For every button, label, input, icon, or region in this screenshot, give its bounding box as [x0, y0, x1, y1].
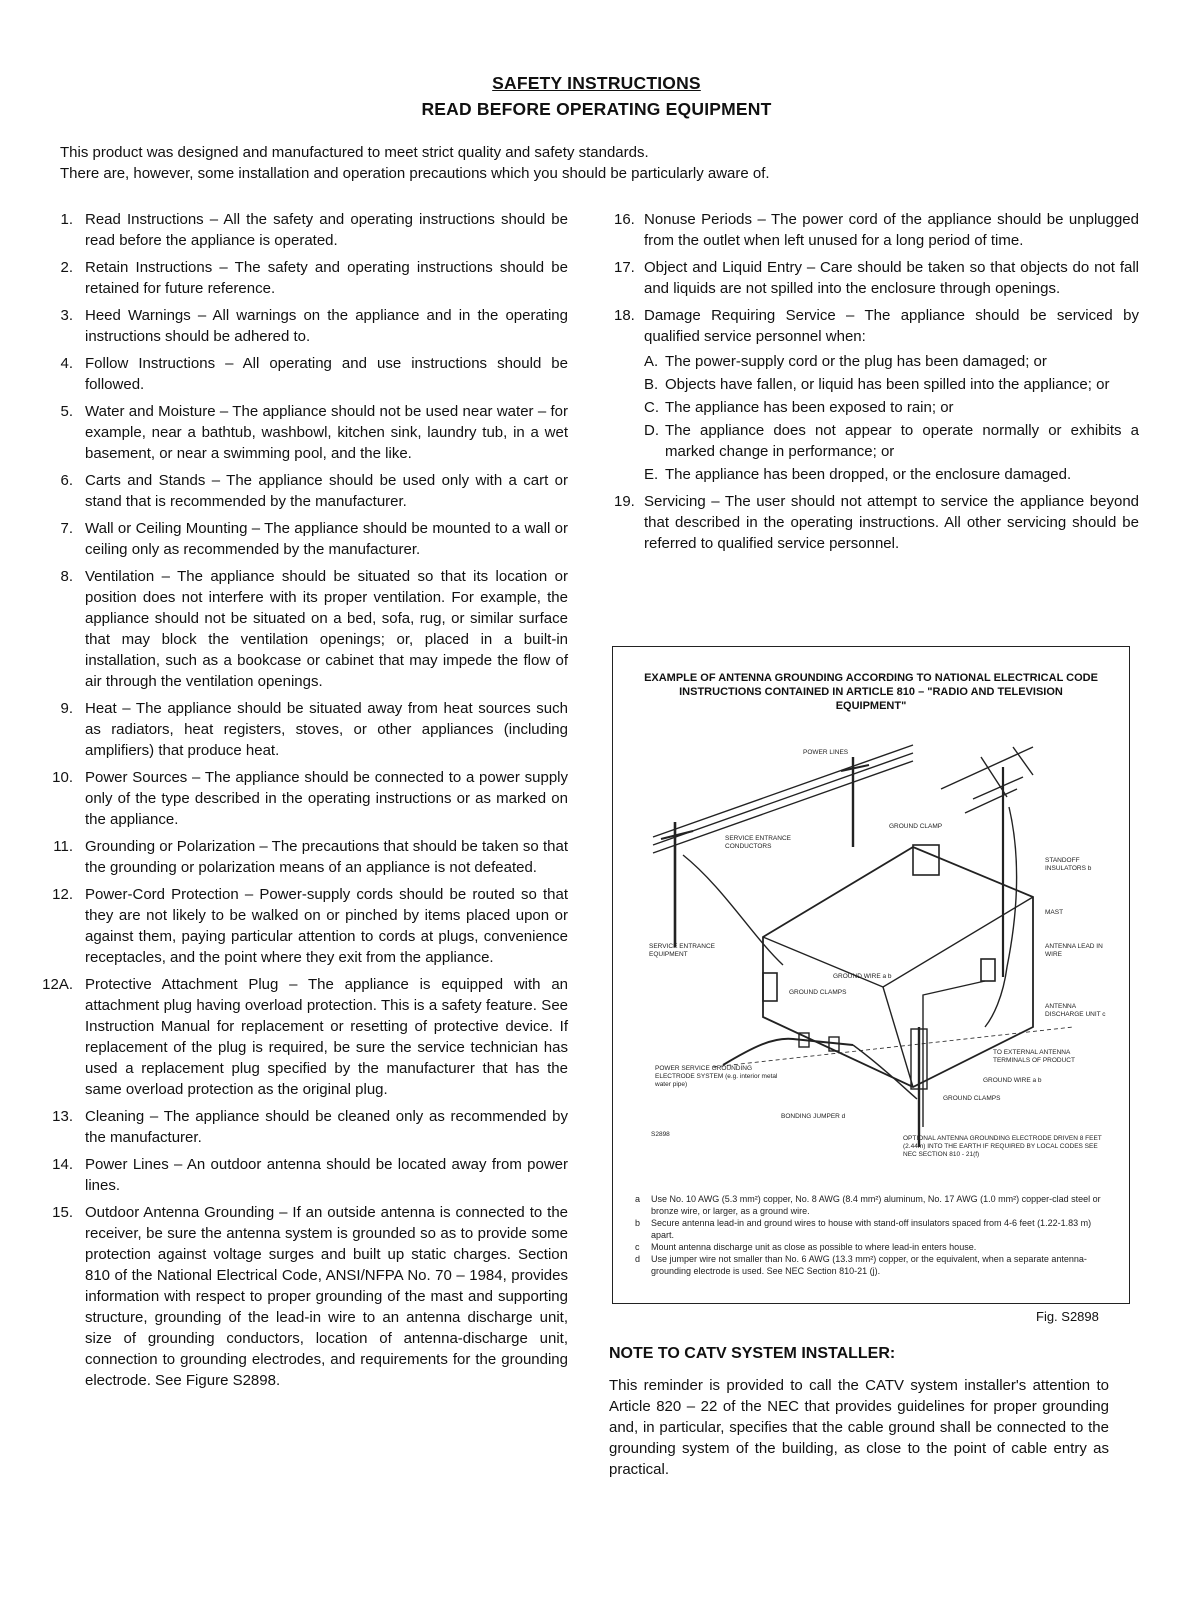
- list-item: [25, 470, 568, 512]
- item-number: 3.: [60, 307, 73, 324]
- item-text: Damage Requiring Service – The appliance should be serviced by qualified service personnel when:: [644, 307, 1139, 345]
- figure-id: Fig. S2898: [1036, 1309, 1099, 1324]
- item-text: Carts and Stands – The appliance should be used only with a cart or stand that is recommended by the manufacturer.: [85, 472, 568, 510]
- item-text: Heed Warnings – All warnings on the appliance and in the operating instructions should be adhered to.: [85, 307, 568, 345]
- label-standoff-insulators: STANDOFF INSULATORS b: [1045, 857, 1092, 872]
- sub-list: [644, 351, 1139, 485]
- ground-wire: [923, 981, 985, 1127]
- label-antenna-lead-in-wire: ANTENNA LEAD IN WIRE: [1045, 943, 1103, 958]
- item-text: Read Instructions – All the safety and operating instructions should be read before the appliance is operated.: [85, 211, 568, 249]
- note-letter: d: [635, 1254, 641, 1264]
- list-item: [25, 974, 568, 1100]
- discharge-unit: [981, 959, 995, 981]
- item-text: Nonuse Periods – The power cord of the appliance should be unplugged from the outlet when left unused for a long period of time.: [644, 211, 1139, 249]
- list-item: [614, 305, 1139, 485]
- sub-item: [644, 464, 1139, 485]
- label-ground-clamp: GROUND CLAMP: [889, 823, 943, 830]
- label-mast: MAST: [1045, 909, 1064, 916]
- item-number: 14.: [52, 1156, 73, 1173]
- sub-item: [644, 351, 1139, 372]
- sub-letter: B.: [644, 376, 659, 393]
- label-optional-electrode: OPTIONAL ANTENNA GROUNDING ELECTRODE DRIVEN 8 FEET (2.44m) INTO THE EARTH IF REQUIRED BY LOCAL CODES SEE NEC SECTION 810 - 21(f): [903, 1135, 1102, 1158]
- item-text: Protective Attachment Plug – The appliance is equipped with an attachment plug having overload protection. This is a safety feature. See Instruction Manual for replacement or resetting of protective device. If replacement of the plug is required, be sure the service technician has used a replacement plug specified by the manufacturer that has the same overload protection as the original plug.: [85, 976, 568, 1098]
- left-column: [25, 209, 568, 1397]
- item-text: Object and Liquid Entry – Care should be taken so that objects do not fall and liquids are not spilled into the enclosure through openings.: [644, 259, 1139, 297]
- item-text: Wall or Ceiling Mounting – The appliance should be mounted to a wall or ceiling only as recommended by the manufacturer.: [85, 520, 568, 558]
- sub-text: The appliance has been exposed to rain; or: [665, 399, 954, 416]
- item-text: Grounding or Polarization – The precautions that should be taken so that the grounding or polarization means of an appliance is not defeated.: [85, 838, 568, 876]
- list-item: [614, 491, 1139, 554]
- service-entrance-box: [763, 973, 777, 1001]
- figure-caption: EXAMPLE OF ANTENNA GROUNDING ACCORDING TO NATIONAL ELECTRICAL CODE INSTRUCTIONS CONTAINED IN ARTICLE 810 – "RADIO AND TELEVISION EQUIPMENT": [644, 672, 1098, 712]
- list-item: [25, 1154, 568, 1196]
- list-item: [25, 257, 568, 299]
- intro-paragraph: [60, 142, 1140, 184]
- list-item: [614, 257, 1139, 299]
- catv-note-body: This reminder is provided to call the CATV system installer's attention to Article 820 – 22 of the NEC that provides guidelines for proper grounding and, in particular, specifies that the cable ground shall be connected to the grounding system of the building, as close to the point of cable entry as practical.: [609, 1377, 1109, 1478]
- list-item: [25, 1106, 568, 1148]
- sub-text: Objects have fallen, or liquid has been spilled into the appliance; or: [665, 376, 1110, 393]
- item-number: 10.: [52, 769, 73, 786]
- title-block: [0, 70, 1193, 122]
- label-to-external-antenna: TO EXTERNAL ANTENNA TERMINALS OF PRODUCT: [993, 1049, 1075, 1064]
- label-ground-wire: GROUND WIRE a b: [833, 973, 892, 980]
- note-letter: b: [635, 1218, 641, 1228]
- figure-note: [633, 1241, 1113, 1253]
- list-item: [25, 767, 568, 830]
- item-text: Power Sources – The appliance should be connected to a power supply only of the type described in the operating instructions or as marked on the appliance.: [85, 769, 568, 828]
- note-text: Secure antenna lead-in and ground wires to house with stand-off insulators spaced from 4-6 feet (1.22-1.83 m) apart.: [651, 1218, 1092, 1240]
- figure-note: [633, 1193, 1113, 1217]
- sub-text: The appliance has been dropped, or the enclosure damaged.: [665, 466, 1072, 483]
- item-number: 4.: [60, 355, 73, 372]
- item-number: 7.: [60, 520, 73, 537]
- sub-text: The appliance does not appear to operate normally or exhibits a marked change in performance; or: [665, 422, 1139, 460]
- note-text: Use No. 10 AWG (5.3 mm²) copper, No. 8 AWG (8.4 mm²) aluminum, No. 17 AWG (1.0 mm²) copper-clad steel or bronze wire, or larger, as a ground wire.: [651, 1194, 1101, 1216]
- label-antenna-discharge-unit: ANTENNA DISCHARGE UNIT c: [1045, 1003, 1106, 1018]
- list-item: [614, 209, 1139, 251]
- label-ground-clamps-2: GROUND CLAMPS: [943, 1095, 1001, 1102]
- item-number: 17.: [614, 259, 635, 276]
- item-text: Outdoor Antenna Grounding – If an outside antenna is connected to the receiver, be sure the antenna system is grounded so as to provide some protection against voltage surges and built up static charges. Section 810 of the National Electrical Code, ANSI/NFPA No. 70 – 1984, provides information with respect to proper grounding of the mast and supporting structure, grounding of the lead-in wire to an antenna discharge unit, size of grounding conductors, location of antenna-discharge unit, connection to grounding electrodes, and requirements for the grounding electrode. See Figure S2898.: [85, 1204, 568, 1389]
- item-text: Retain Instructions – The safety and operating instructions should be retained for future reference.: [85, 259, 568, 297]
- label-bonding-jumper: BONDING JUMPER d: [781, 1113, 846, 1120]
- bonding-jumper: [853, 1045, 917, 1099]
- note-letter: a: [635, 1194, 641, 1204]
- intro-line: This product was designed and manufactured to meet strict quality and safety standards.: [60, 144, 649, 161]
- sub-letter: D.: [644, 422, 659, 439]
- power-line: [653, 745, 913, 837]
- page-subtitle: READ BEFORE OPERATING EQUIPMENT: [421, 99, 772, 119]
- antenna-element: [941, 747, 1033, 789]
- item-number: 5.: [60, 403, 73, 420]
- page-title: SAFETY INSTRUCTIONS: [492, 73, 701, 93]
- label-diagram-id: S2898: [651, 1131, 670, 1138]
- list-item: [25, 305, 568, 347]
- item-number: 15.: [52, 1204, 73, 1221]
- item-text: Power Lines – An outdoor antenna should be located away from power lines.: [85, 1156, 568, 1194]
- label-service-entrance-equipment: SERVICE ENTRANCE EQUIPMENT: [649, 943, 715, 958]
- item-number: 12A.: [42, 976, 73, 993]
- antenna-grounding-figure: [612, 646, 1130, 1304]
- item-number: 6.: [60, 472, 73, 489]
- label-ground-clamps: GROUND CLAMPS: [789, 989, 847, 996]
- label-power-service-grounding: POWER SERVICE GROUNDING ELECTRODE SYSTEM (e.g. interior metal water pipe): [655, 1065, 778, 1088]
- figure-note: [633, 1253, 1113, 1277]
- water-pipe: [723, 1039, 853, 1065]
- item-number: 8.: [60, 568, 73, 585]
- item-text: Water and Moisture – The appliance should not be used near water – for example, near a bathtub, washbowl, kitchen sink, laundry tub, in a wet basement, or near a swimming pool, and the like.: [85, 403, 568, 462]
- item-number: 16.: [614, 211, 635, 228]
- figure-notes: [633, 1193, 1113, 1277]
- list-item: [25, 401, 568, 464]
- antenna-element: [965, 747, 1033, 813]
- intro-line: There are, however, some installation and operation precautions which you should be particularly aware of.: [60, 165, 770, 182]
- item-text: Heat – The appliance should be situated away from heat sources such as radiators, heat registers, stoves, or other appliances (including amplifiers) that produce heat.: [85, 700, 568, 759]
- item-number: 9.: [60, 700, 73, 717]
- sub-text: The power-supply cord or the plug has been damaged; or: [665, 353, 1047, 370]
- item-number: 18.: [614, 307, 635, 324]
- sub-item: [644, 397, 1139, 418]
- right-column: [614, 209, 1139, 560]
- item-number: 13.: [52, 1108, 73, 1125]
- list-item: [25, 698, 568, 761]
- sub-letter: A.: [644, 353, 659, 370]
- list-item: [25, 209, 568, 251]
- item-number: 19.: [614, 493, 635, 510]
- list-item: [25, 884, 568, 968]
- sub-letter: E.: [644, 466, 659, 483]
- roof-ridge: [763, 897, 1033, 987]
- note-text: Use jumper wire not smaller than No. 6 AWG (13.3 mm²) copper, or the equivalent, when a separate antenna-grounding electrode is used. See NEC Section 810-21 (j).: [651, 1254, 1087, 1276]
- item-number: 12.: [52, 886, 73, 903]
- label-service-entrance-conductors: SERVICE ENTRANCE CONDUCTORS: [725, 835, 791, 850]
- item-text: Ventilation – The appliance should be situated so that its location or position does not interfere with its proper ventilation. For example, the appliance should not be situated on a bed, sofa, rug, or similar surface that may block the ventilation openings; or, placed in a built-in installation, such as a bookcase or cabinet that may impede the flow of air through the ventilation openings.: [85, 568, 568, 690]
- sub-item: [644, 374, 1139, 395]
- item-text: Cleaning – The appliance should be cleaned only as recommended by the manufacturer.: [85, 1108, 568, 1146]
- list-item: [25, 353, 568, 395]
- catv-note-heading: NOTE TO CATV SYSTEM INSTALLER:: [609, 1345, 896, 1362]
- item-text: Servicing – The user should not attempt to service the appliance beyond that described in the operating instructions. All other servicing should be referred to qualified service personnel.: [644, 493, 1139, 552]
- list-item: [25, 836, 568, 878]
- item-text: Power-Cord Protection – Power-supply cords should be routed so that they are not likely to be walked on or pinched by items placed upon or against them, paying particular attention to cords at plugs, convenience receptacles, and the point where they exit from the appliance.: [85, 886, 568, 966]
- note-text: Mount antenna discharge unit as close as possible to where lead-in enters house.: [651, 1242, 977, 1252]
- label-power-lines: POWER LINES: [803, 749, 849, 756]
- list-item: [25, 518, 568, 560]
- list-item: [25, 566, 568, 692]
- note-letter: c: [635, 1242, 640, 1252]
- item-text: Follow Instructions – All operating and use instructions should be followed.: [85, 355, 568, 393]
- label-ground-wire-2: GROUND WIRE a b: [983, 1077, 1042, 1084]
- item-number: 11.: [53, 838, 73, 855]
- item-number: 2.: [60, 259, 73, 276]
- list-item: [25, 1202, 568, 1391]
- figure-note: [633, 1217, 1113, 1241]
- sub-letter: C.: [644, 399, 659, 416]
- item-number: 1.: [60, 211, 73, 228]
- sub-item: [644, 420, 1139, 462]
